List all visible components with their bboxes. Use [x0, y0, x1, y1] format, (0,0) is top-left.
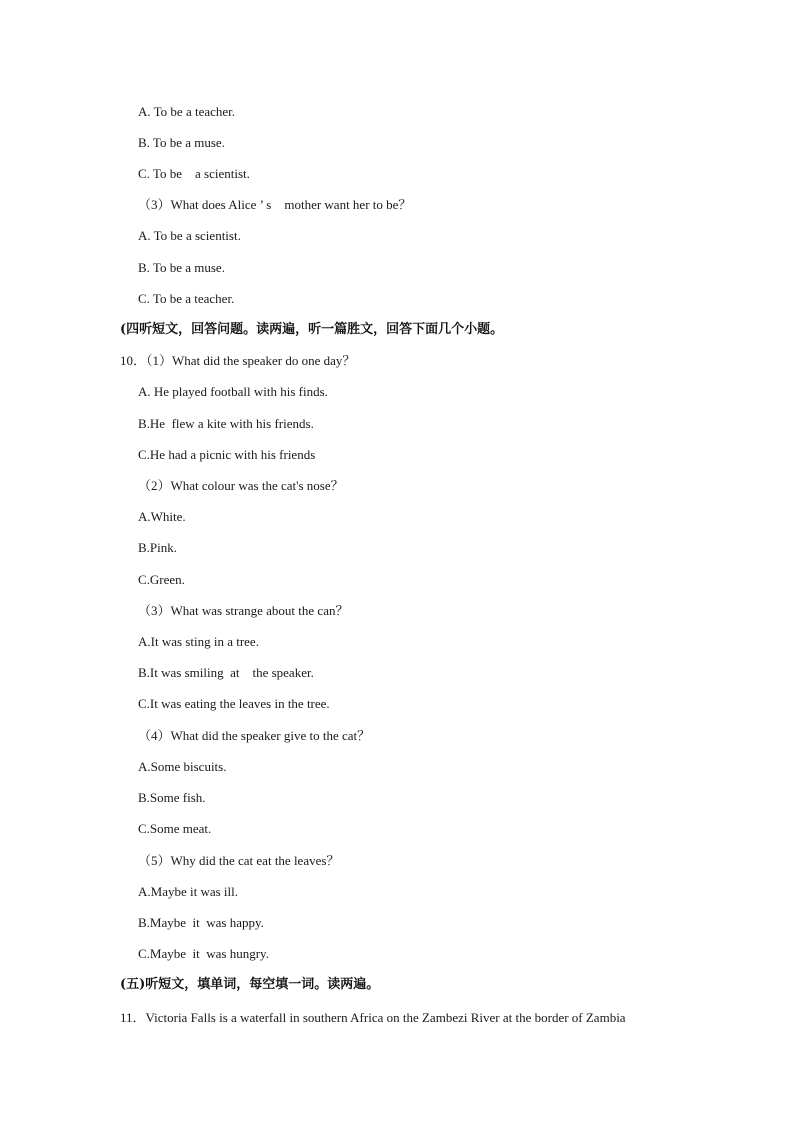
option-a: A.Some biscuits. [138, 759, 227, 774]
section-heading-5: (五)听短文，填单词，每空填一词。读两遍。 [120, 977, 380, 992]
sub-question-3: （3）What was strange about the can？ [138, 603, 349, 618]
option-b: B.Maybe it was happy. [138, 915, 264, 930]
option-b: B.It was smiling at the speaker. [138, 665, 314, 680]
question-10: 10．（1）What did the speaker do one day？ [120, 353, 356, 368]
option-c: C.He had a picnic with his friends [138, 447, 316, 462]
option-a: A.Maybe it was ill. [138, 884, 239, 899]
option-c: C.Maybe it was hungry. [138, 946, 269, 961]
option-a: A.White. [138, 509, 186, 524]
question-11: 11．Victoria Falls is a waterfall in southern Africa on the Zambezi River at the border of Zambia [120, 1010, 626, 1025]
option-b: B. To be a muse. [138, 135, 225, 150]
option-c: C. To be a teacher. [138, 291, 235, 306]
option-a: A. He played football with his finds. [138, 384, 328, 399]
option-a: A. To be a teacher. [138, 104, 236, 119]
option-c: C.Green. [138, 572, 185, 587]
option-b: B.Some fish. [138, 790, 206, 805]
option-b: B. To be a muse. [138, 260, 225, 275]
section-heading-4: (四听短文，回答问题。读两遍，听一篇胜文，回答下面几个小题。 [120, 322, 504, 337]
option-a: A. To be a scientist. [138, 228, 241, 243]
option-c: C.It was eating the leaves in the tree. [138, 696, 330, 711]
option-b: B.Pink. [138, 540, 178, 555]
sub-question-2: （2）What colour was the cat's nose？ [138, 478, 344, 493]
option-a: A.It was sting in a tree. [138, 634, 259, 649]
sub-question-5: （5）Why did the cat eat the leaves？ [138, 853, 340, 868]
sub-question-3: （3）What does Alice ’ s mother want her to be？ [138, 197, 412, 212]
sub-question-4: （4）What did the speaker give to the cat？ [138, 728, 371, 743]
option-c: C.Some meat. [138, 821, 212, 836]
option-c: C. To be a scientist. [138, 166, 250, 181]
option-b: B.He flew a kite with his friends. [138, 416, 314, 431]
